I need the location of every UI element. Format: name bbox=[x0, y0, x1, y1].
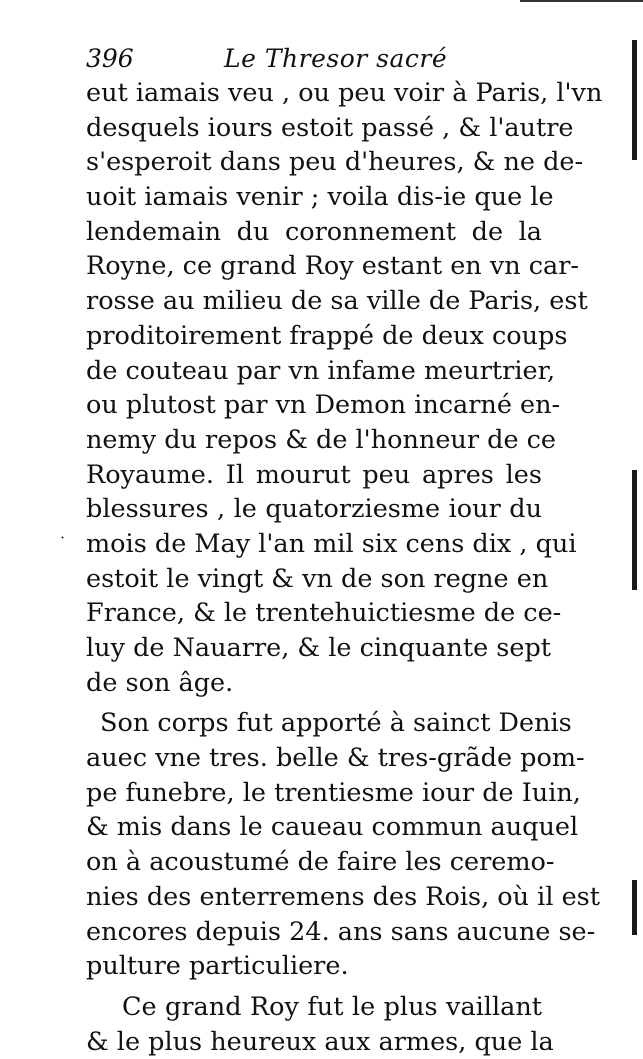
text-line-paragraph-end: de son âge. bbox=[86, 667, 234, 698]
text-line: lendemain du coronnement de la bbox=[86, 216, 542, 247]
text-line: & mis dans le caueau commun auquel bbox=[86, 812, 579, 843]
text-line-paragraph-end: pulture particuliere. bbox=[86, 951, 349, 982]
text-line: nies des enterremens des Rois, où il est bbox=[86, 881, 601, 912]
text-line: & le plus heureux aux armes, que la bbox=[86, 1026, 554, 1057]
text-line: nemy du repos & de l'honneur de ce bbox=[86, 424, 557, 455]
text-line-paragraph-start: Ce grand Roy fut le plus vaillant bbox=[122, 991, 542, 1022]
text-line: rosse au milieu de sa ville de Paris, est bbox=[86, 286, 588, 317]
text-line: eut iamais veu , ou peu voir à Paris, l'vn bbox=[86, 78, 603, 108]
page-header bbox=[86, 44, 546, 78]
body-text bbox=[86, 76, 603, 1059]
text-line: desquels iours estoit passé , & l'autre bbox=[86, 112, 574, 143]
text-line: encores depuis 24. ans sans aucune se- bbox=[86, 916, 596, 947]
text-line: auec vne tres. belle & tres-grãde pom- bbox=[86, 743, 585, 774]
page-edge-shadow bbox=[632, 880, 637, 935]
page-number: 396 bbox=[86, 44, 134, 73]
text-line: Royaume. Il mourut peu apres les bbox=[86, 459, 542, 490]
margin-mark: ˙ bbox=[58, 534, 67, 555]
page-edge-shadow bbox=[632, 40, 637, 160]
text-line: pe funebre, le trentiesme iour de Iuin, bbox=[86, 777, 581, 808]
text-line: s'esperoit dans peu d'heures, & ne de- bbox=[86, 147, 584, 178]
text-line: mois de May l'an mil six cens dix , qui bbox=[86, 528, 577, 559]
text-line: Royne, ce grand Roy estant en vn car- bbox=[86, 251, 580, 282]
page-edge-shadow bbox=[632, 470, 637, 590]
text-line: France, & le trentehuictiesme de ce- bbox=[86, 598, 562, 629]
text-line: ou plutost par vn Demon incarné en- bbox=[86, 390, 561, 421]
page-top-rule bbox=[520, 0, 643, 11]
text-line: on à acoustumé de faire les ceremo- bbox=[86, 847, 555, 878]
running-title: Le Thresor sacré bbox=[224, 44, 448, 73]
text-line: blessures , le quatorziesme iour du bbox=[86, 494, 542, 525]
text-line: luy de Nauarre, & le cinquante sept bbox=[86, 633, 552, 663]
text-line-paragraph-start: Son corps fut apporté à sainct Denis bbox=[100, 708, 572, 739]
text-line: proditoirement frappé de deux coups bbox=[86, 320, 568, 351]
text-line: uoit iamais venir ; voila dis-ie que le bbox=[86, 182, 554, 213]
text-line: estoit le vingt & vn de son regne en bbox=[86, 563, 549, 594]
text-line: de couteau par vn infame meurtrier, bbox=[86, 355, 556, 386]
